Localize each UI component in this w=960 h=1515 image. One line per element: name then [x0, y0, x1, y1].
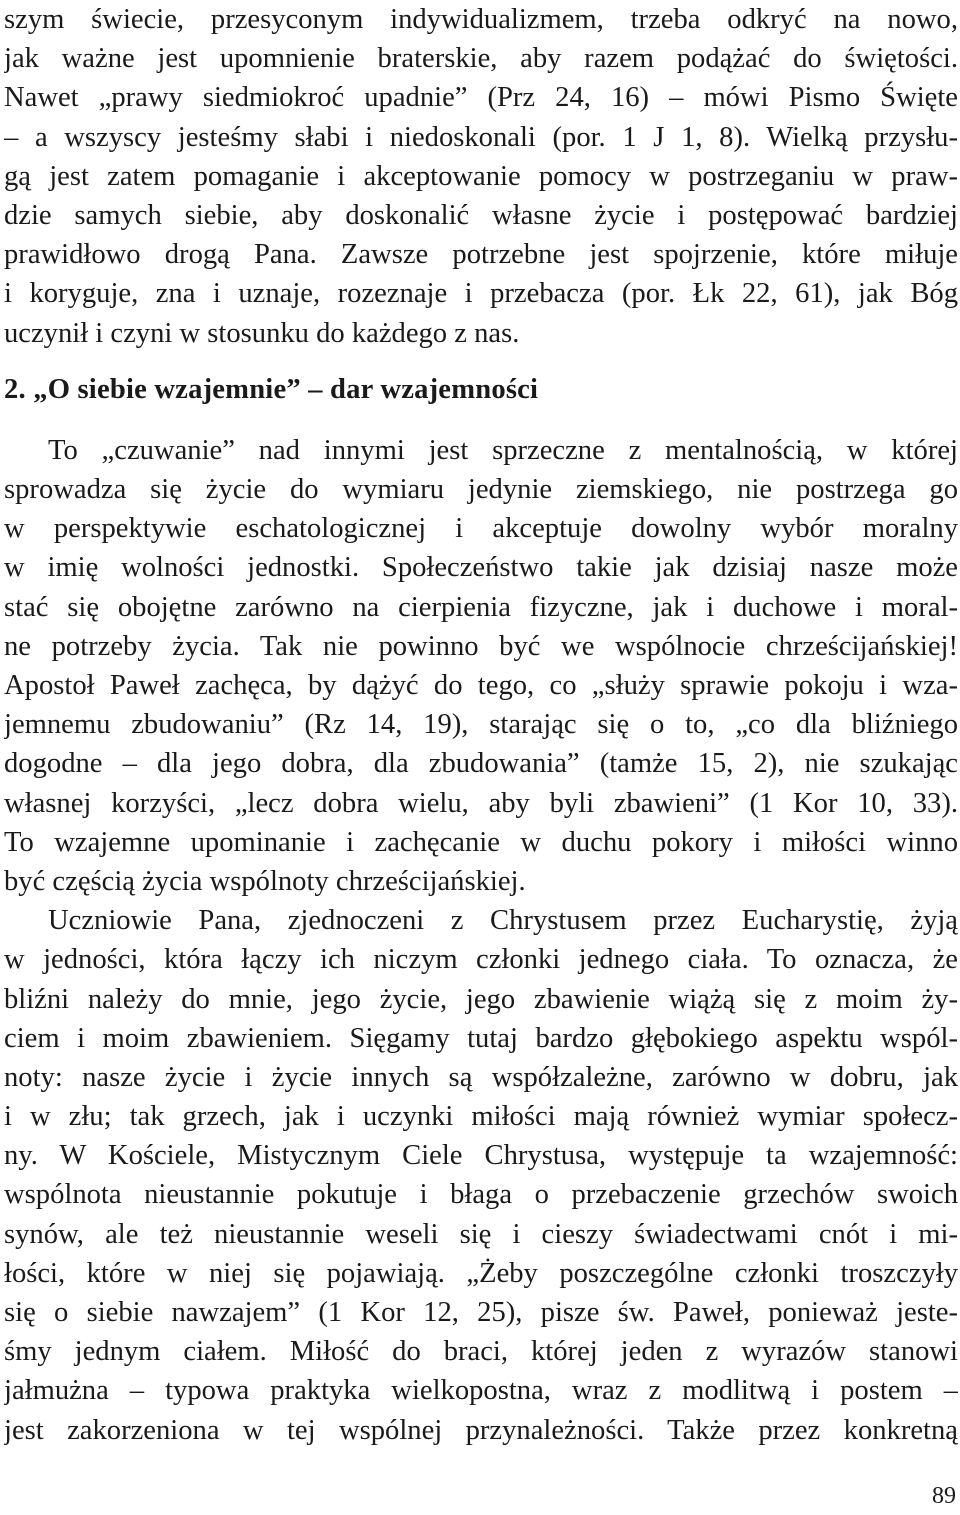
- text-line: stać się obojętne zarówno na cierpienia fizyczne, jak i duchowe i moral-: [4, 591, 958, 623]
- text-line: wspólnota nieustannie pokutuje i błaga o przebaczenie grzechów swoich: [4, 1179, 958, 1211]
- text-line: być częścią życia wspólnoty chrześcijańskiej.: [4, 865, 526, 897]
- text-line: śmy jednym ciałem. Miłość do braci, której jeden z wyrazów stanowi: [4, 1336, 958, 1368]
- text-line: i w złu; tak grzech, jak i uczynki miłości mają również wymiar społecz-: [4, 1101, 958, 1133]
- section-heading: 2. „O siebie wzajemnie” – dar wzajemności: [4, 373, 539, 405]
- text-line: i koryguje, zna i uznaje, rozeznaje i przebacza (por. Łk 22, 61), jak Bóg: [4, 278, 958, 310]
- text-line: łości, które w niej się pojawiają. „Żeby poszczególne członki troszczyły: [4, 1257, 958, 1289]
- text-line: ciem i moim zbawieniem. Sięgamy tutaj bardzo głębokiego aspektu wspól-: [4, 1022, 958, 1054]
- text-line: w jedności, która łączy ich niczym członki jednego ciała. To oznacza, że: [4, 944, 958, 976]
- text-line: szym świecie, przesyconym indywidualizmem, trzeba odkryć na nowo,: [4, 4, 958, 35]
- text-line: bliźni należy do mnie, jego życie, jego zbawienie wiążą się z moim ży-: [4, 983, 958, 1015]
- text-line: ny. W Kościele, Mistycznym Ciele Chrystusa, występuje ta wzajemność:: [4, 1140, 958, 1172]
- paragraph-2: [4, 431, 958, 901]
- text-line: w perspektywie eschatologicznej i akceptuje dowolny wybór moralny: [4, 513, 958, 545]
- text-line: sprowadza się życie do wymiaru jedynie ziemskiego, nie postrzega go: [4, 474, 958, 506]
- text-line: dogodne – dla jego dobra, dla zbudowania” (tamże 15, 2), nie szukając: [4, 748, 958, 780]
- text-line: się o siebie nawzajem” (1 Kor 12, 25), pisze św. Paweł, ponieważ jeste-: [4, 1297, 958, 1329]
- text-line: jemnemu zbudowaniu” (Rz 14, 19), starając się o to, „co dla bliźniego: [4, 709, 958, 741]
- text-line: To wzajemne upominanie i zachęcanie w duchu pokory i miłości winno: [4, 826, 958, 858]
- text-line: Nawet „prawy siedmiokroć upadnie” (Prz 24, 16) – mówi Pismo Święte: [4, 82, 958, 114]
- text-line: własnej korzyści, „lecz dobra wielu, aby byli zbawieni” (1 Kor 10, 33).: [4, 787, 958, 819]
- text-line: gą jest zatem pomaganie i akceptowanie pomocy w postrzeganiu w praw-: [4, 160, 958, 192]
- text-line: synów, ale też nieustannie weseli się i cieszy świadectwami cnót i mi-: [4, 1218, 958, 1250]
- text-line: noty: nasze życie i życie innych są współzależne, zarówno w dobru, jak: [4, 1061, 958, 1093]
- text-line: dzie samych siebie, aby doskonalić własne życie i postępować bardziej: [4, 199, 958, 231]
- paragraph-1: [4, 0, 958, 353]
- text-line: ne potrzeby życia. Tak nie powinno być we wspólnocie chrześcijańskiej!: [4, 630, 958, 662]
- text-line: jest zakorzeniona w tej wspólnej przynależności. Także przez konkretną: [4, 1414, 958, 1446]
- page-number: 89: [932, 1483, 956, 1509]
- text-line: prawidłowo drogą Pana. Zawsze potrzebne jest spojrzenie, które miłuje: [4, 239, 958, 271]
- document-page: [4, 0, 958, 1450]
- text-line: uczynił i czyni w stosunku do każdego z nas.: [4, 317, 520, 349]
- text-line: Uczniowie Pana, zjednoczeni z Chrystusem przez Eucharystię, żyją: [48, 905, 958, 937]
- paragraph-3: [4, 901, 958, 1450]
- text-line: – a wszyscy jesteśmy słabi i niedoskonali (por. 1 J 1, 8). Wielką przysłu-: [4, 121, 958, 153]
- text-line: w imię wolności jednostki. Społeczeństwo takie jak dzisiaj nasze może: [4, 552, 958, 584]
- text-line: Apostoł Paweł zachęca, by dążyć do tego, co „służy sprawie pokoju i wza-: [4, 670, 958, 702]
- text-line: To „czuwanie” nad innymi jest sprzeczne z mentalnością, w której: [48, 434, 958, 466]
- text-line: jak ważne jest upomnienie braterskie, aby razem podążać do świętości.: [4, 43, 958, 75]
- text-line: jałmużna – typowa praktyka wielkopostna, wraz z modlitwą i postem –: [4, 1375, 958, 1407]
